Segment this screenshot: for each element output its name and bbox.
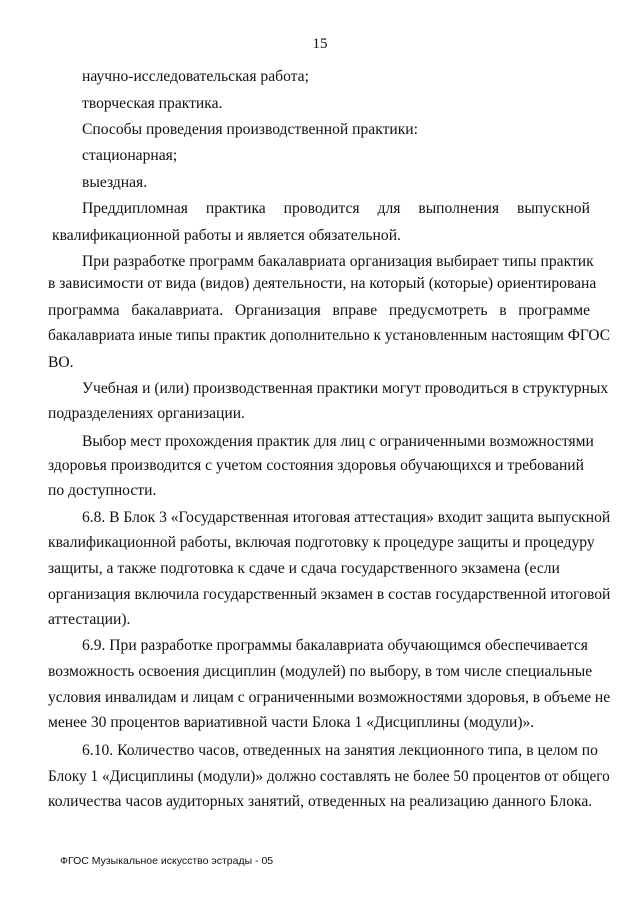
text-line: ВО. bbox=[48, 354, 74, 371]
text-line: бакалавриата иные типы практик дополнительно к установленным настоящим ФГОС bbox=[48, 327, 611, 344]
text-line: научно-исследовательская работа; bbox=[82, 68, 309, 85]
text-line: квалификационной работы и является обязательной. bbox=[52, 227, 401, 244]
text-line: возможность освоения дисциплин (модулей) по выбору, в том числе специальные bbox=[48, 663, 593, 680]
text-line: 6.8. В Блок 3 «Государственная итоговая аттестация» входит защита выпускной bbox=[82, 509, 611, 526]
text-line: выездная. bbox=[82, 174, 148, 191]
text-line: При разработке программ бакалавриата организация выбирает типы практик bbox=[82, 253, 594, 270]
text-line: менее 30 процентов вариативной части Блока 1 «Дисциплины (модули)». bbox=[48, 714, 535, 731]
text-line: подразделениях организации. bbox=[48, 405, 245, 422]
text-line: организация включила государственный экзамен в состав государственной итоговой bbox=[48, 586, 611, 603]
text-line: творческая практика. bbox=[82, 95, 223, 112]
text-line: условия инвалидам и лицам с ограниченными возможностями здоровья, в объеме не bbox=[48, 689, 611, 706]
text-line: квалификационной работы, включая подготовку к процедуре защиты и процедуру bbox=[48, 534, 595, 551]
page-number: 15 bbox=[312, 36, 328, 52]
text-line: 6.10. Количество часов, отведенных на занятия лекционного типа, в целом по bbox=[82, 742, 598, 759]
text-line: Выбор мест прохождения практик для лиц с ограниченными возможностями bbox=[82, 433, 594, 450]
text-line: по доступности. bbox=[48, 482, 157, 499]
text-line: здоровья производится с учетом состояния здоровья обучающихся и требований bbox=[48, 457, 584, 474]
text-line: Учебная и (или) производственная практики могут проводиться в структурных bbox=[82, 380, 609, 397]
text-line: Преддипломная практика проводится для выполнения выпускной bbox=[82, 200, 590, 217]
text-line: программа бакалавриата. Организация вправе предусмотреть в программе bbox=[48, 302, 590, 319]
text-line: Блоку 1 «Дисциплины (модули)» должно составлять не более 50 процентов от общего bbox=[48, 768, 610, 785]
text-line: аттестации). bbox=[48, 611, 131, 628]
text-line: стационарная; bbox=[82, 147, 178, 164]
text-line: Способы проведения производственной практики: bbox=[82, 121, 418, 138]
text-line: защиты, а также подготовка к сдаче и сдача государственного экзамена (если bbox=[48, 560, 560, 577]
text-line: в зависимости от вида (видов) деятельности, на который (которые) ориентирована bbox=[48, 275, 597, 292]
footer-text: ФГОС Музыкальное искусство эстрады - 05 bbox=[60, 855, 274, 867]
text-line: 6.9. При разработке программы бакалавриата обучающимся обеспечивается bbox=[82, 637, 588, 654]
text-line: количества часов аудиторных занятий, отведенных на реализацию данного Блока. bbox=[48, 793, 593, 810]
